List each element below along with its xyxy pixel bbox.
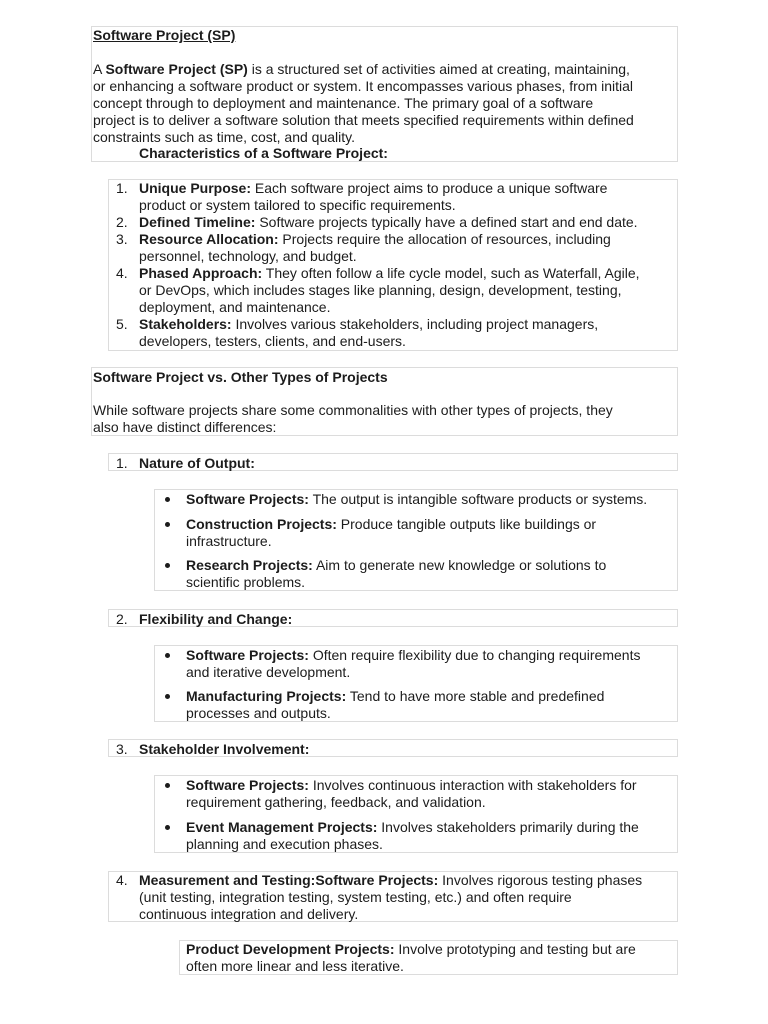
comparison-intro-line-2: also have distinct differences: xyxy=(93,419,277,435)
bullet-icon xyxy=(165,694,170,699)
comparison-intro-line-1: While software projects share some commonalities with other types of projects, they xyxy=(93,402,613,418)
bullet-icon xyxy=(165,825,170,830)
section-number: 2. xyxy=(116,611,128,627)
product-development-line-1: Product Development Projects: Involve prototyping and testing but are xyxy=(186,941,636,957)
intro-line-3: concept through to deployment and maintenance. The primary goal of a software xyxy=(93,95,594,111)
bullet-icon xyxy=(165,522,170,527)
document-title: Software Project (SP) xyxy=(93,27,236,43)
section-number: 3. xyxy=(116,741,128,757)
characteristics-heading: Characteristics of a Software Project: xyxy=(139,145,388,161)
section-heading: Flexibility and Change: xyxy=(139,611,293,627)
section-heading: Nature of Output: xyxy=(139,455,255,471)
section-heading: Measurement and Testing:Software Projects: Involves rigorous testing phases xyxy=(139,872,643,888)
intro-line-5: constraints such as time, cost, and quality. xyxy=(93,129,355,145)
comparison-heading: Software Project vs. Other Types of Projects xyxy=(93,369,388,385)
bullet-icon xyxy=(165,563,170,568)
section-number: 4. xyxy=(116,872,128,888)
bullet-icon xyxy=(165,497,170,502)
section-heading: Stakeholder Involvement: xyxy=(139,741,310,757)
bullet-icon xyxy=(165,783,170,788)
section-text-line: (unit testing, integration testing, system testing, etc.) and often require xyxy=(139,889,572,905)
section-number: 1. xyxy=(116,455,128,471)
intro-line-1: A Software Project (SP) is a structured set of activities aimed at creating, maintaining, xyxy=(93,61,630,77)
intro-line-2: or enhancing a software product or system. It encompasses various phases, from initial xyxy=(93,78,634,94)
product-development-line-2: often more linear and less iterative. xyxy=(186,958,404,974)
bullet-icon xyxy=(165,653,170,658)
section-text-line: continuous integration and delivery. xyxy=(139,906,359,922)
intro-line-4: project is to deliver a software solution that meets specified requirements within defined xyxy=(93,112,634,128)
